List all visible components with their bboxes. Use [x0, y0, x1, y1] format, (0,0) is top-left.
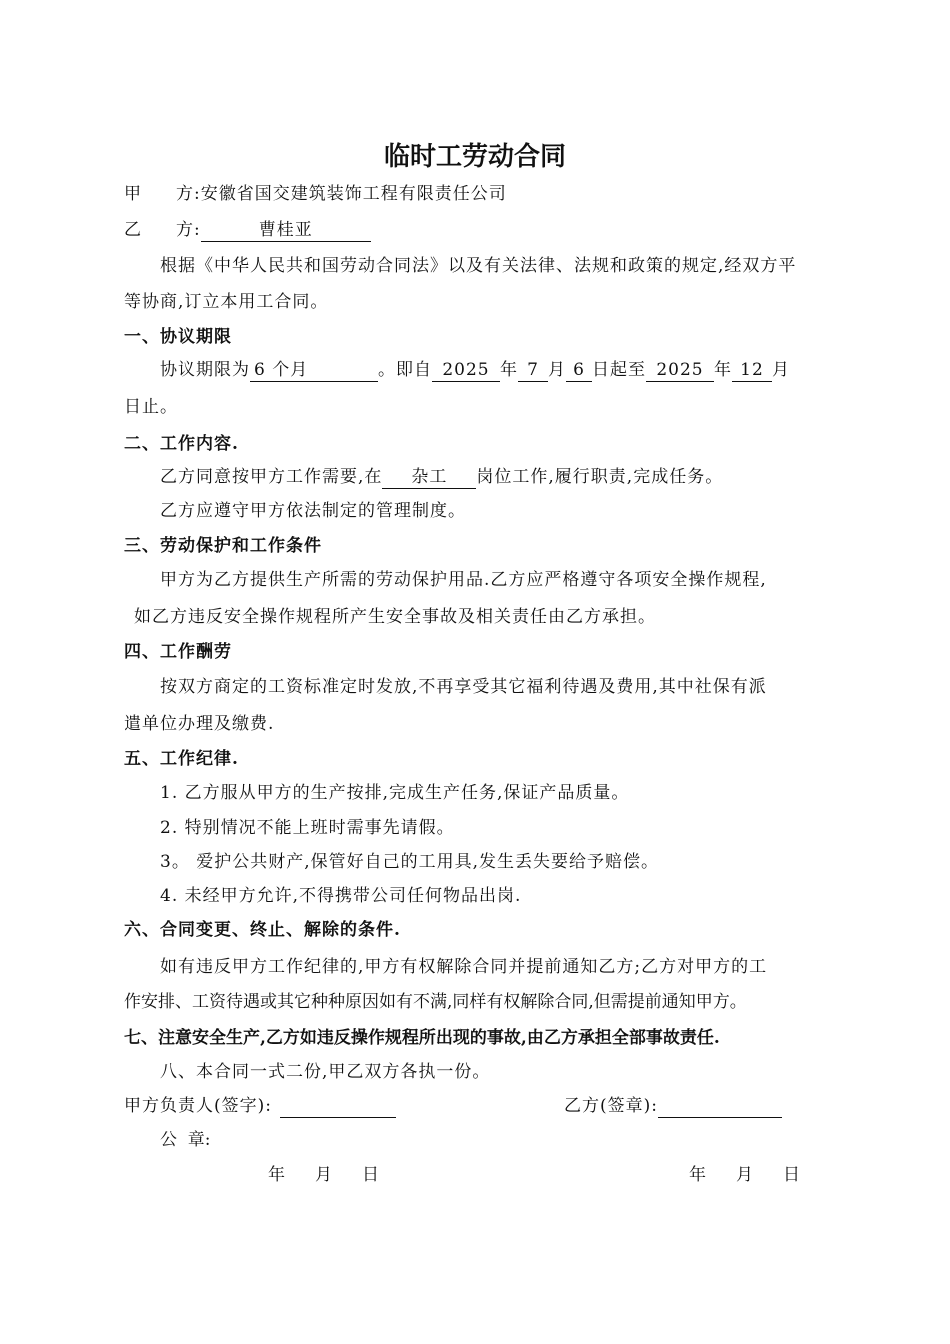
s1-text-5: 日起至 [592, 360, 646, 380]
seal-label: 公 章: [160, 1130, 211, 1150]
s1-text-3: 年 [500, 360, 518, 380]
section-4-line-2: 遣单位办理及缴费. [124, 714, 275, 734]
section-4-heading: 四、工作酬劳 [124, 642, 232, 662]
date-month: 月 [315, 1165, 332, 1185]
date-day: 日 [783, 1165, 800, 1185]
rule-item: 4. 未经甲方允许,不得携带公司任何物品出岗. [160, 886, 522, 906]
party-a-value: 安徽省国交建筑装饰工程有限责任公司 [200, 184, 507, 204]
section-4-line-1: 按双方商定的工资标准定时发放,不再享受其它福利待遇及费用,其中社保有派 [160, 677, 767, 697]
party-a-signature-row [124, 1094, 396, 1118]
section-6-line-2: 作安排、工资待遇或其它种种原因如有不满,同样有权解除合同,但需提前通知甲方。 [124, 992, 747, 1012]
start-day-value: 6 [566, 359, 592, 382]
section-1-line-2: 日止。 [124, 397, 178, 417]
party-a-signature-label: 甲方负责人(签字): [124, 1096, 272, 1116]
party-a-label2: 方: [176, 184, 201, 204]
section-6-heading: 六、合同变更、终止、解除的条件. [124, 920, 401, 940]
rule-item: 3。 爱护公共财产,保管好自己的工用具,发生丢失要给予赔偿。 [160, 852, 660, 872]
section-1-line-1 [160, 358, 790, 382]
period-value: 6 个月 [250, 359, 378, 382]
party-a-row [124, 182, 507, 206]
section-3-heading: 三、劳动保护和工作条件 [124, 536, 322, 556]
section-3-line-2: 如乙方违反安全操作规程所产生安全事故及相关责任由乙方承担。 [134, 607, 656, 627]
start-month-value: 7 [518, 359, 548, 382]
section-5-heading: 五、工作纪律. [124, 749, 239, 769]
rule-item: 2. 特别情况不能上班时需事先请假。 [160, 818, 455, 838]
section-2-heading: 二、工作内容. [124, 434, 239, 454]
intro-line-2: 等协商,订立本用工合同。 [124, 292, 329, 312]
party-a-signature-line [280, 1097, 396, 1118]
s2-text-2: 岗位工作,履行职责,完成任务。 [476, 467, 724, 487]
party-b-signature-row [564, 1094, 782, 1118]
party-b-signature-line [658, 1097, 782, 1118]
document-title: 临时工劳动合同 [383, 142, 566, 172]
s1-text-6: 年 [714, 360, 732, 380]
end-year-value: 2025 [646, 359, 714, 382]
date-year: 年 [268, 1165, 285, 1185]
s1-text-4: 月 [548, 360, 566, 380]
party-a-date [268, 1163, 379, 1187]
party-b-label2: 方: [176, 220, 201, 240]
party-b-label: 乙 [124, 220, 142, 240]
position-value: 杂工 [382, 466, 476, 489]
section-6-line-1: 如有违反甲方工作纪律的,甲方有权解除合同并提前通知乙方;乙方对甲方的工 [160, 957, 768, 977]
date-day: 日 [362, 1165, 379, 1185]
section-2-line-2: 乙方应遵守甲方依法制定的管理制度。 [160, 501, 466, 521]
section-2-line-1 [160, 465, 723, 489]
start-year-value: 2025 [432, 359, 500, 382]
party-a-label: 甲 [124, 184, 142, 204]
section-1-heading: 一、协议期限 [124, 327, 232, 347]
intro-line-1: 根据《中华人民共和国劳动合同法》以及有关法律、法规和政策的规定,经双方平 [160, 256, 797, 276]
party-b-date [689, 1163, 800, 1187]
end-month-value: 12 [732, 359, 772, 382]
party-b-signature-label: 乙方(签章): [564, 1096, 658, 1116]
s1-text-2: 。即自 [378, 360, 432, 380]
party-b-value: 曹桂亚 [201, 219, 371, 242]
section-3-line-1: 甲方为乙方提供生产所需的劳动保护用品.乙方应严格遵守各项安全操作规程, [160, 570, 767, 590]
s1-text-7: 月 [772, 360, 790, 380]
party-b-row [124, 218, 371, 242]
section-7-heading: 七、注意安全生产,乙方如违反操作规程所出现的事故,由乙方承担全部事故责任. [124, 1028, 720, 1048]
date-month: 月 [736, 1165, 753, 1185]
s1-text-1: 协议期限为 [160, 360, 250, 380]
rule-item: 1. 乙方服从甲方的生产按排,完成生产任务,保证产品质量。 [160, 783, 630, 803]
section-8-line: 八、本合同一式二份,甲乙双方各执一份。 [160, 1062, 491, 1082]
s2-text-1: 乙方同意按甲方工作需要,在 [160, 467, 383, 487]
date-year: 年 [689, 1165, 706, 1185]
